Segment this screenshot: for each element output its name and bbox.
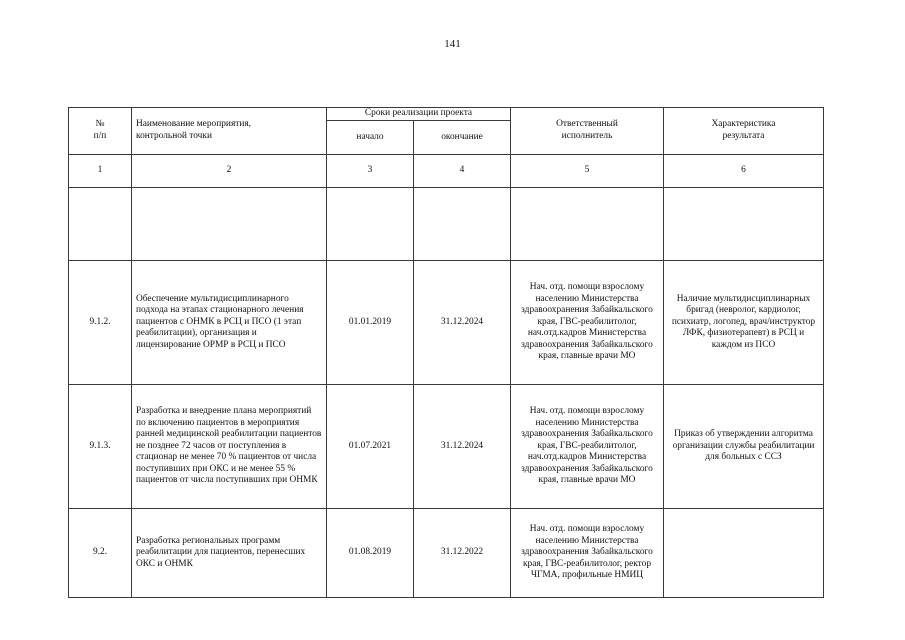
row-activity-name: Обеспечение мультидисциплинарного подхода на этапах стационарного лечения пациентов с ОНМК в РСЦ и ПСО (1 этап реабилитации), организация и лицензирование ОРМР в РСЦ и ПСО <box>132 261 327 385</box>
row-end-date: 31.12.2022 <box>414 509 511 598</box>
project-plan-table <box>68 107 824 598</box>
header-result: Характеристика результата <box>664 108 824 155</box>
row-end-date: 31.12.2024 <box>414 261 511 385</box>
row-number: 9.1.2. <box>69 261 132 385</box>
row-start-date: 01.01.2019 <box>327 261 414 385</box>
table-row <box>69 509 824 598</box>
table-row <box>69 385 824 509</box>
column-number: 3 <box>327 155 414 188</box>
empty-cell <box>414 188 511 261</box>
column-number: 4 <box>414 155 511 188</box>
column-number-row <box>69 155 824 188</box>
header-end: окончание <box>414 121 511 155</box>
column-number: 5 <box>511 155 664 188</box>
empty-row <box>69 188 824 261</box>
row-responsible: Нач. отд. помощи взрослому населению Министерства здравоохранения Забайкальского края, ГВС-реабилитолог, ректор ЧГМА, профильные НМИЦ <box>511 509 664 598</box>
empty-cell <box>664 188 824 261</box>
row-result: Наличие мультидисциплинарных бригад (невролог, кардиолог, психиатр, логопед, врач/инструктор ЛФК, физиотерапевт) в РСЦ и каждом из ПСО <box>664 261 824 385</box>
row-activity-name: Разработка региональных программ реабилитации для пациентов, перенесших ОКС и ОНМК <box>132 509 327 598</box>
column-number: 2 <box>132 155 327 188</box>
row-result <box>664 509 824 598</box>
row-responsible: Нач. отд. помощи взрослому населению Министерства здравоохранения Забайкальского края, ГВС-реабилитолог, нач.отд.кадров Министерства здравоохранения Забайкальского края, главные врачи МО <box>511 261 664 385</box>
row-number: 9.2. <box>69 509 132 598</box>
header-start: начало <box>327 121 414 155</box>
row-result: Приказ об утверждении алгоритма организации службы реабилитации для больных с ССЗ <box>664 385 824 509</box>
row-start-date: 01.08.2019 <box>327 509 414 598</box>
row-start-date: 01.07.2021 <box>327 385 414 509</box>
column-number: 6 <box>664 155 824 188</box>
header-row-1 <box>69 108 824 121</box>
empty-cell <box>511 188 664 261</box>
header-period: Сроки реализации проекта <box>327 108 511 121</box>
page-number: 141 <box>444 38 461 50</box>
empty-cell <box>69 188 132 261</box>
empty-cell <box>132 188 327 261</box>
column-number: 1 <box>69 155 132 188</box>
empty-cell <box>327 188 414 261</box>
header-num: № п/п <box>69 108 132 155</box>
header-name: Наименование мероприятия, контрольной точки <box>132 108 327 155</box>
row-end-date: 31.12.2024 <box>414 385 511 509</box>
table-row <box>69 261 824 385</box>
header-responsible: Ответственный исполнитель <box>511 108 664 155</box>
row-activity-name: Разработка и внедрение плана мероприятий по включению пациентов в мероприятия ранней медицинской реабилитации пациентов не позднее 72 часов от поступления в стационар не менее 70 % пациентов от числа поступивших при ОКС и не менее 55 % пациентов от числа поступивших при ОНМК <box>132 385 327 509</box>
row-responsible: Нач. отд. помощи взрослому населению Министерства здравоохранения Забайкальского края, ГВС-реабилитолог, нач.отд.кадров Министерства здравоохранения Забайкальского края, главные врачи МО <box>511 385 664 509</box>
row-number: 9.1.3. <box>69 385 132 509</box>
